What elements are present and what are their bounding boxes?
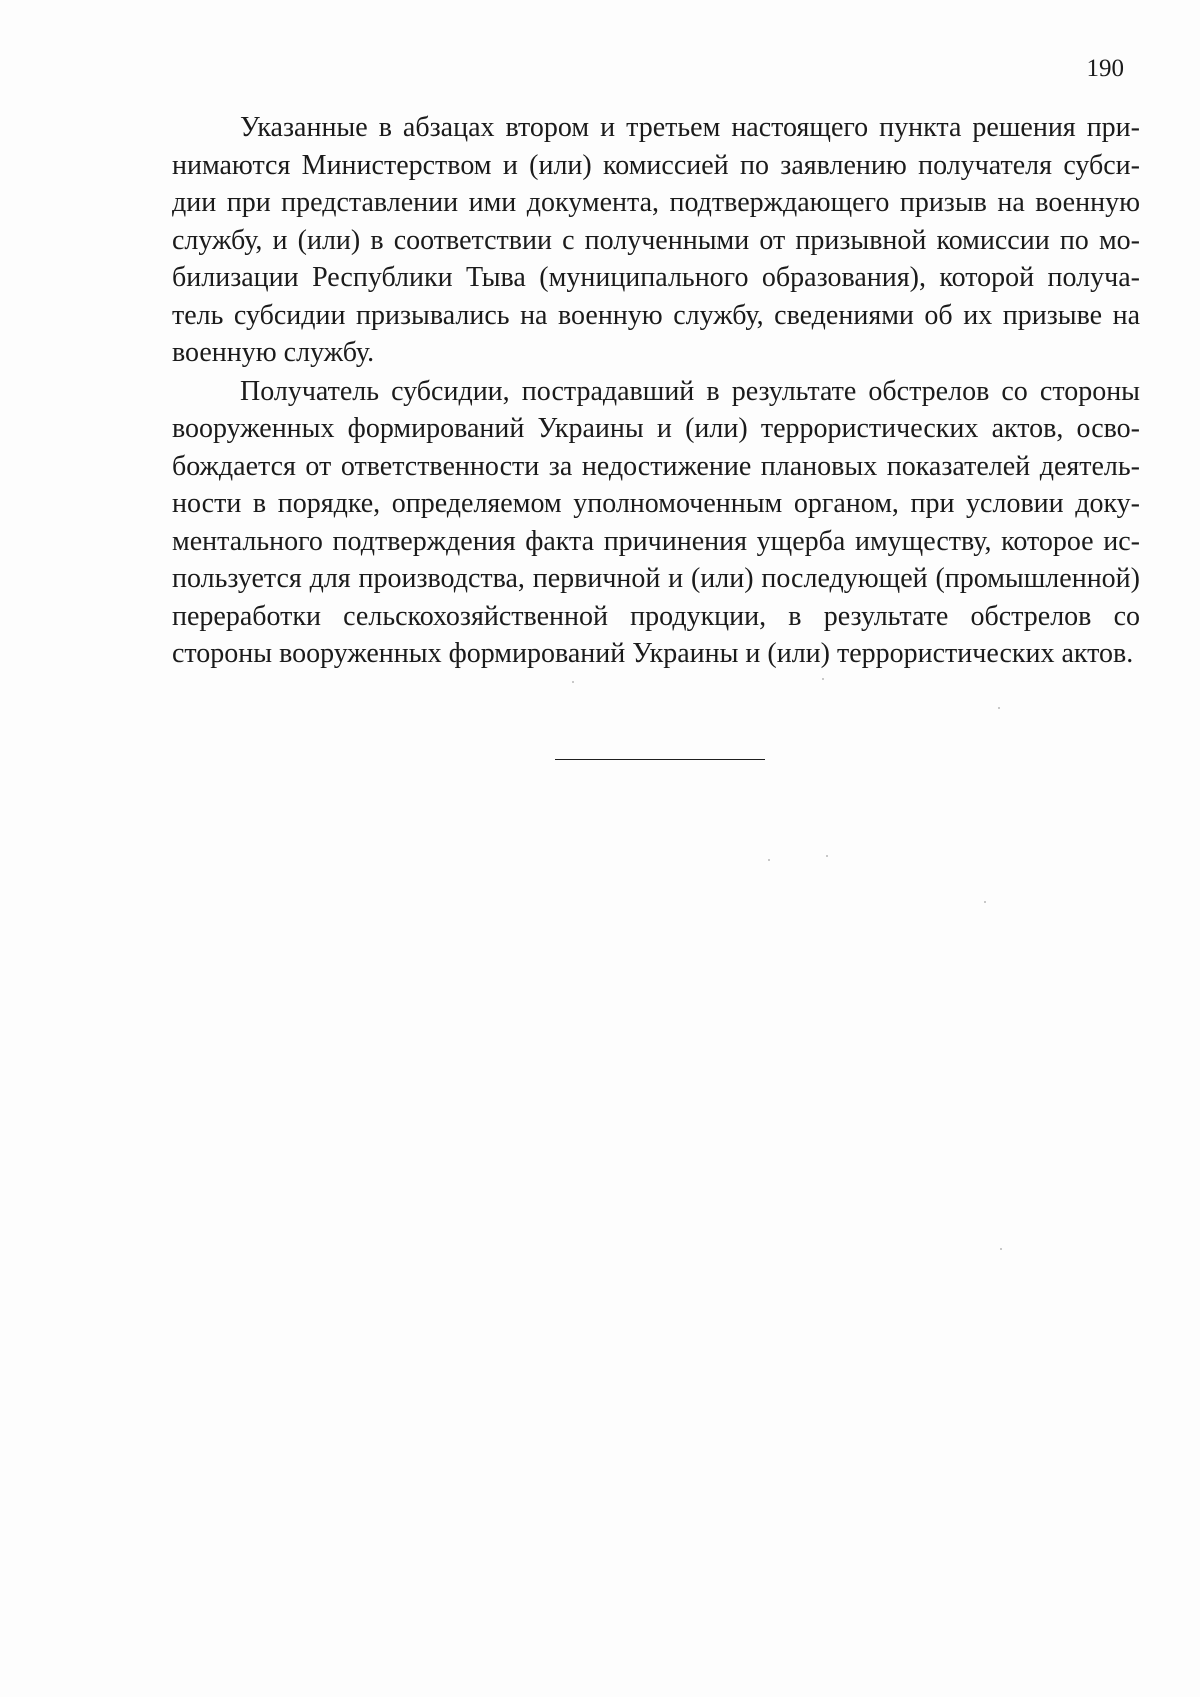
scan-speck bbox=[822, 678, 824, 680]
closing-rule bbox=[555, 759, 765, 760]
scan-speck bbox=[1000, 1248, 1002, 1250]
paragraph-liability-exemption: Получатель субсидии, пострадавший в результате обстрелов со стороны вооруженных формирований Украины и (или) террористических актов, освобождается от ответственности за недостижение плановых показателей деятельности в порядке, определяемом уполномоченным органом, при условии документального подтверждения факта причинения ущерба имуществу, которое используется для производства, первичной и (или) последующей (промышленной) переработки сельскохозяйственной продукции, в результате обстрелов со стороны вооруженных формирований Украины и (или) террористических актов. bbox=[172, 375, 1140, 669]
scan-speck bbox=[768, 859, 770, 861]
scan-speck bbox=[984, 901, 986, 903]
document-body bbox=[172, 109, 1140, 673]
scan-speck bbox=[572, 681, 574, 683]
scan-speck bbox=[998, 707, 1000, 709]
scan-speck bbox=[826, 855, 828, 857]
paragraph-decision-conditions: Указанные в абзацах втором и третьем настоящего пункта решения принимаются Министерством и (или) комиссией по заявлению получателя субсидии при представлении ими документа, подтверждающего призыв на военную службу, и (или) в соответствии с полученными от призывной комиссии по мобилизации Республики Тыва (муниципального образования), которой получатель субсидии призывались на военную службу, сведениями об их призыве на военную службу. bbox=[172, 112, 1140, 368]
page-number: 190 bbox=[1086, 55, 1124, 82]
